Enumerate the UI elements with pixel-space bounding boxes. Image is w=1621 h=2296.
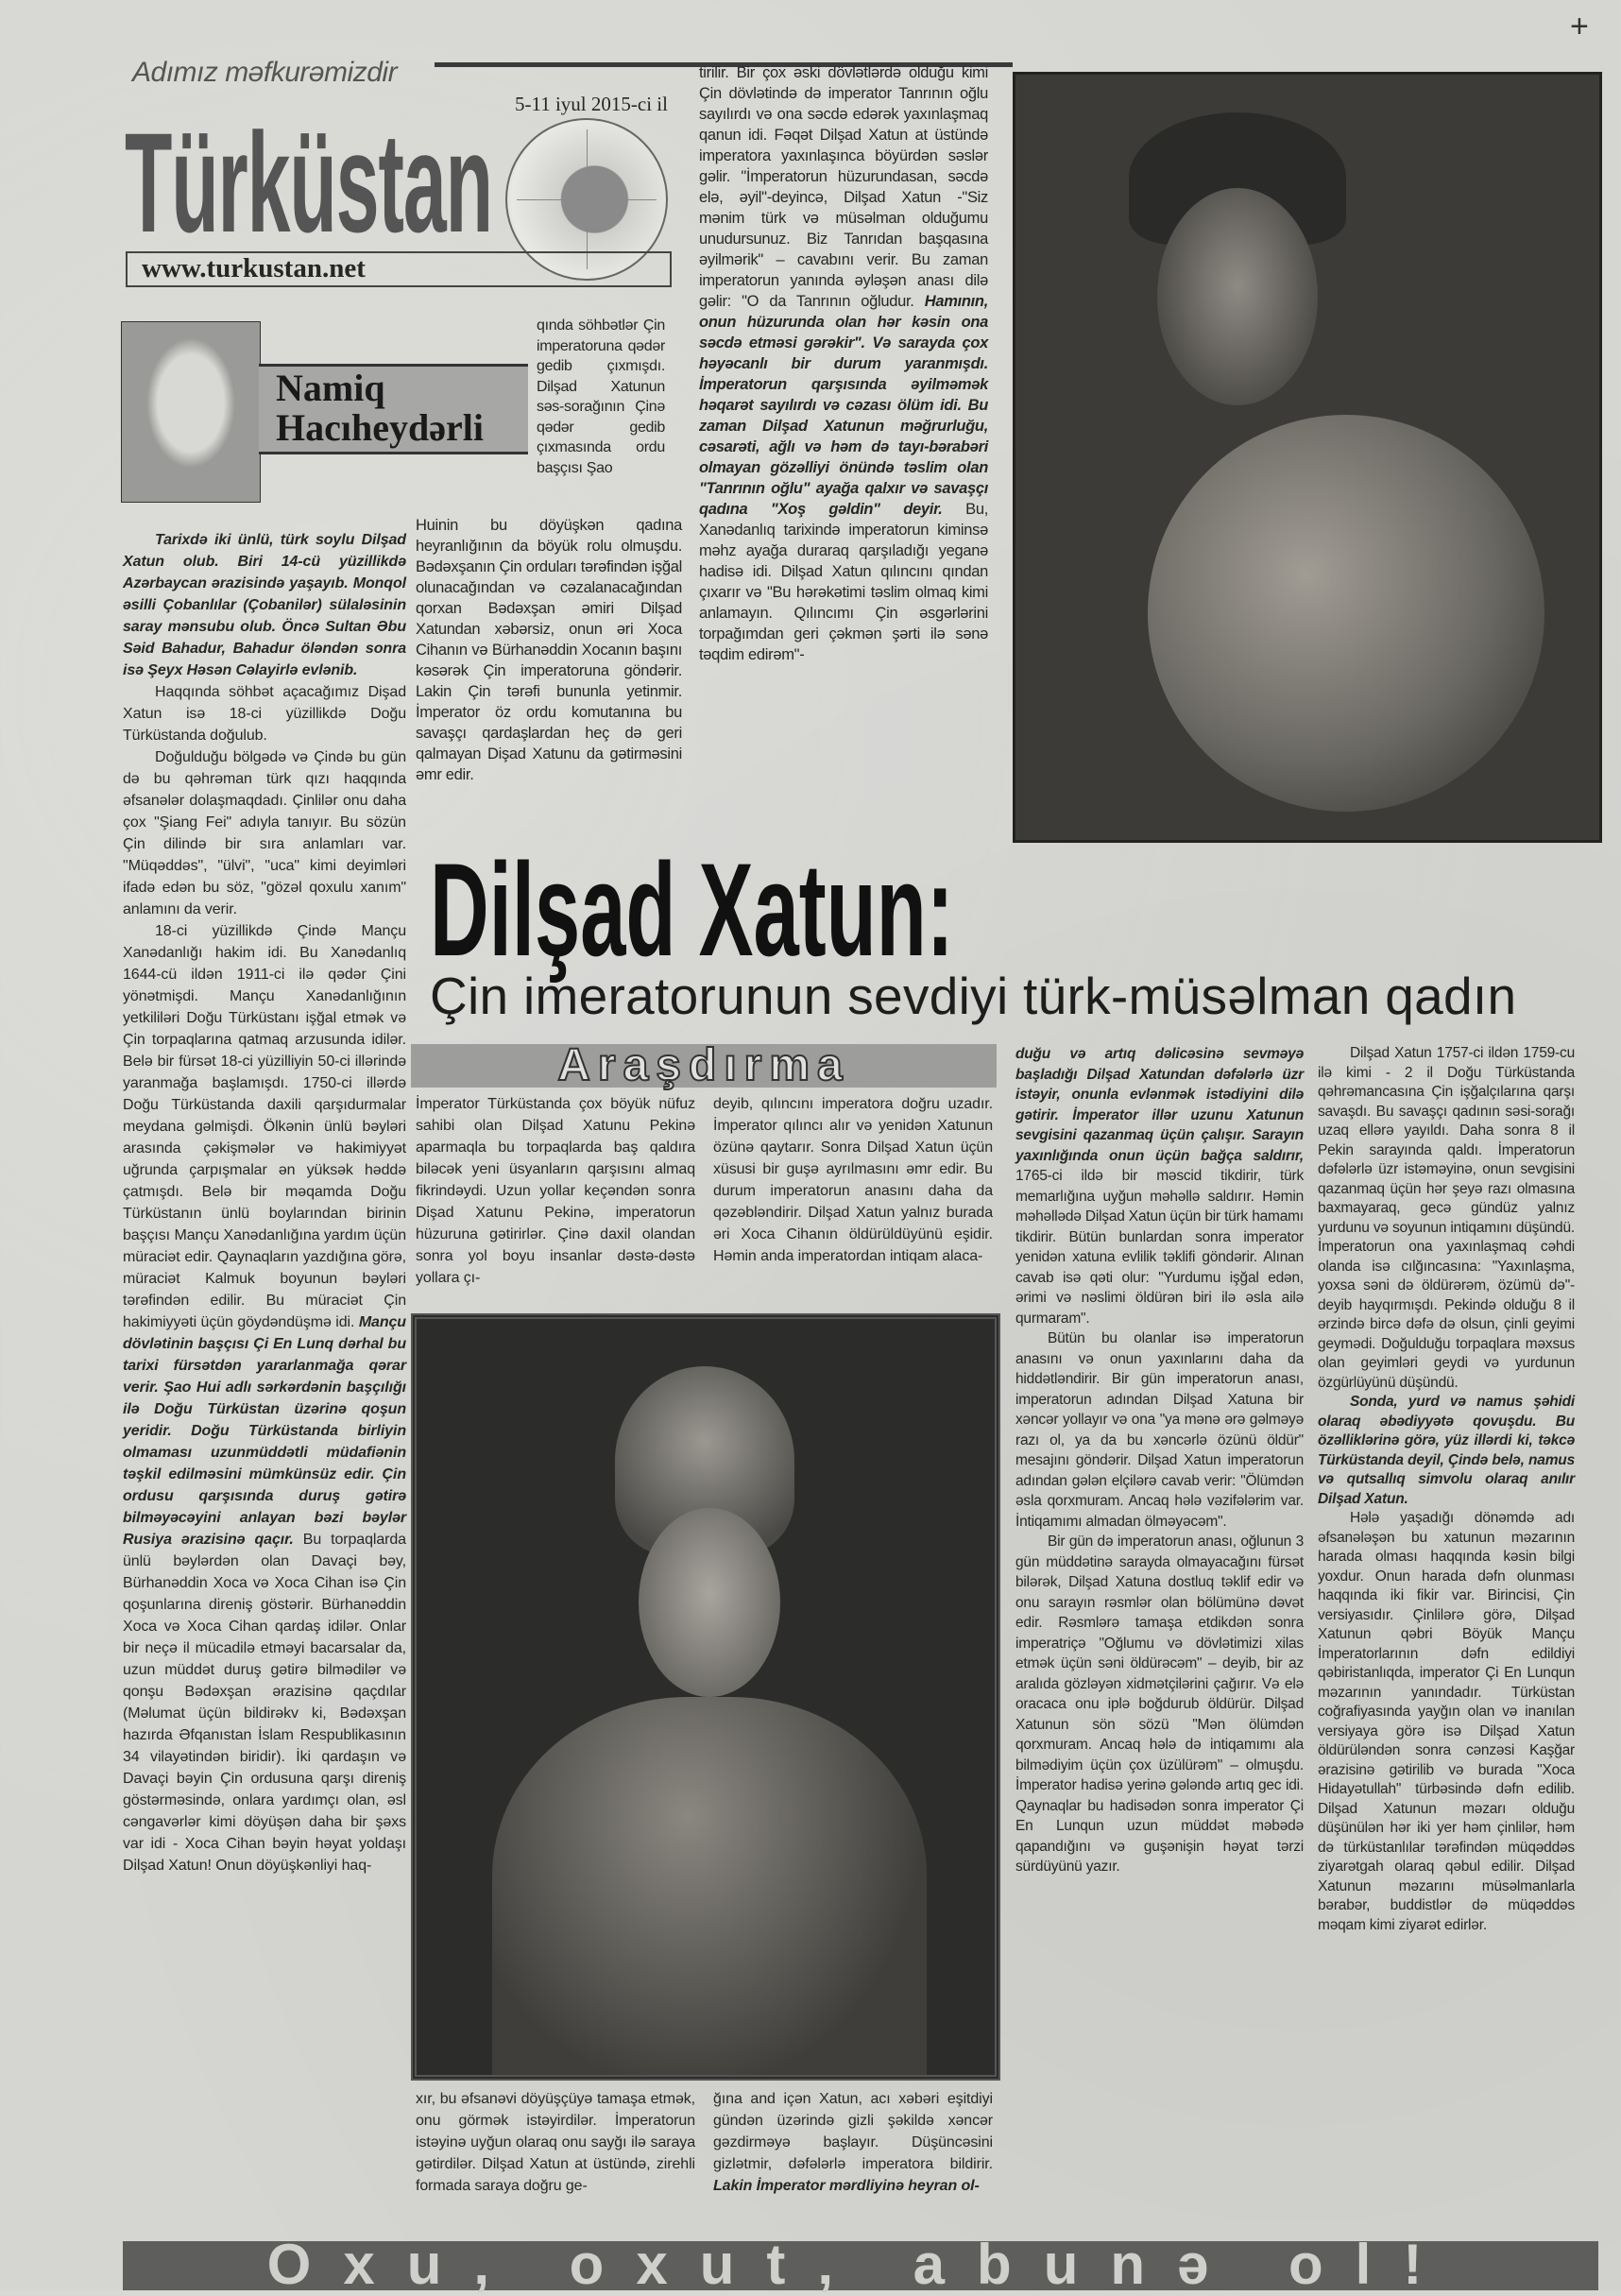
article-column-bottom-left: [416, 2088, 695, 2197]
article-paragraph: [123, 529, 406, 681]
author-last-name: Hacıheydərli: [276, 406, 484, 449]
article-paragraph: [416, 1093, 695, 1289]
article-column-mid: [416, 515, 682, 785]
author-photo: [121, 321, 261, 503]
masthead-slogan: Adımız məfkurəmizdir: [132, 57, 398, 88]
article-paragraph: [416, 515, 682, 785]
body-text: 18-ci yüzillikdə Çində Mançu Xanədanlığı hakim idi. Bu Xanədanlıq 1644-cü ildən 1911-ci ilə qədər Çini yönətmişdi. Mançu Xanədanlığının yetkililəri Doğu Türküstanı işğal etmək və Çin torpaqlarına qatmaq arzusunda idilər. Belə bir fürsət 18-ci yüzilliyin 50-ci illərində yaranmağa başlamışdı. 1750-ci illərdə Doğu Türküstanda daxili qarşıdurmalar meydana gəlmişdi. Ölkənin ünlü bəyləri arasında çəkişmələr və hakimiyyət uğrunda çarpışmalar ən yüksək həddə çatmışdı. Belə bir məqamda Doğu Türküstanın ünlü boylarından birinin başçısı Mançu Xanədanlığına yardım üçün müraciət edir. Qaynaqların yazdığına görə, müraciət Kalmuk boyunun bəyləri tərəfindən edilir. Bu müraciət Çin hakimiyyəti üçün göydəndüşmə idi.: [123, 923, 406, 1330]
article-paragraph: [1015, 1044, 1304, 1328]
emphasized-text: Lakin İmperator mərdliyinə heyran ol-: [713, 2178, 980, 2194]
body-text: Haqqında söhbət açacağımız Dişad Xatun isə 18-ci yüzillikdə Doğu Türküstanda doğulub.: [123, 684, 406, 744]
body-text: Bir gün də imperatorun anası, oğlunun 3 gün müddətinə sarayda olmayacağını fürsət bilərək, Dilşad Xatuna dostluq təklif edir və onu sarayın rəsmlər olan bölümünə dəvət edir. Rəsmlərə tamaşa etdikdən sonra imperatriçə "Oğlumu və dövlətimizi xilas etmək üçün səni öldürəcəm" – deyib, bir az aralıda gözləyən xidmətçilərini çağırır. Və elə oracaca onu iplə boğdurub öldürür. Dilşad Xatunun sön sözü "Mən ölümdən qorxmuram. Ancaq hələ də intiqamımı ala bilmədiyim üçün çox üzülürəm" – olmuşdu. İmperator hadisə yerinə gələndə artıq gec idi. Qaynaqlar bu hadisədən sonra imperator Çi En Lunqun uzun müddət məbədə qapandığını və guşənişin həyat tərzi sürdüyünü yazır.: [1015, 1534, 1304, 1875]
body-text: deyib, qılıncını imperatora doğru uzadır. İmperator qılıncı alır və yenidən Xatunun özünə qaytarır. Sonra Dilşad Xatun üçün xüsusi bir guşə ayrılmasını əmr edir. Bu durum imperatorun anasını daha da qəzəbləndirir. Dilşad Xatun yalnız burada əri Xoca Cihanın öldürüldüyünü eşidir. Həmin anda imperatordan intiqam alaca-: [713, 1096, 993, 1264]
headline: Dilşad Xatun:: [430, 835, 954, 984]
newspaper-title: Türküstan: [125, 103, 492, 262]
body-text: Huinin bu döyüşkən qadına heyranlığının da böyük rolu olmuşdu. Bədəxşanın Çin orduları tərəfindən işğal olunacağından və cəzalanacağından qorxan Bədəxşan əmiri Dilşad Xatundan xəbərsiz, onun əri Xoca Cihanın və Bürhanəddin Xocanın başını kəsərək Çin imperatoruna göndərir. Lakin Çin tərəfi bununla yetinmir. İmperator öz ordu komutanına bu savaşçı qardaşlardan heç də geri qalmayan Dişad Xatunu da gətirməsini əmr edir.: [416, 517, 682, 783]
article-paragraph: [416, 2088, 695, 2197]
article-column-top: [699, 62, 988, 665]
article-paragraph: [1318, 1509, 1575, 1935]
article-column-right-a: [1015, 1044, 1304, 1877]
article-column-under-left: [416, 1093, 695, 1289]
article-column-bottom-right: [713, 2088, 993, 2197]
article-paragraph: [1015, 1532, 1304, 1877]
article-paragraph: [1318, 1393, 1575, 1509]
article-paragraph: [123, 920, 406, 1876]
article-paragraph: [123, 746, 406, 920]
website-url: www.turkustan.net: [142, 253, 366, 283]
body-text: Dilşad Xatun 1757-ci ildən 1759-cu ilə kimi - 2 il Doğu Türküstanda qəhrəmancasına Çin işğalçılarına qarşı savaşdı. Bu savaşçı qadının səsi-sorağı uzaq ellərə yayıldı. Daha sonra 8 il Pekin sarayında qaldı. İmperatorun dəfələrlə üzr istəməyinə, onun sevgisini qazanmaq üçün hər şeyə razı olmasına baxmayaraq, gecə gündüz yalnız yurdunu və soyunun intiqamını düşündü. İmperatorun ona yaxınlaşmaq cəhdi olanda isə cılğıncasına: "Yaxınlaşma, yoxsa səni də öldürərəm, özümü də"- deyib hayqırmışdı. Pekində olduğu 8 il ərzində bircə dəfə də olsun, çinli geyimi geymədi. Doğulduğu torpaqlara məxsus olan geyimləri geydi və yurdunun özgürlüyünü düşündü.: [1318, 1045, 1575, 1391]
subheadline: Çin imeratorunun sevdiyi türk-müsəlman qadın: [430, 967, 1517, 1025]
emphasized-text: Sonda, yurd və namus şəhidi olaraq əbədiyyətə qovuşdu. Bu özəlliklərinə görə, yüz illərdi ki, təkcə Türküstanda deyil, Çində belə, namus və qutsallıq simvolu olaraq anılır Dilşad Xatun.: [1318, 1394, 1575, 1507]
body-text: Bu torpaqlarda ünlü bəylərdən olan Davaçi bəy, Bürhanəddin Xoca və Xoca Cihan isə Çin qoşunlarına direniş göstərir. Bürhanəddin Xoca və Xoca Cihan qardaş idilər. Onlar bir neçə il mücadilə etməyi bacarsalar da, uzun müddət duruş gətirə bilmədilər və qonşu Bədəxşan ərazisinə qaçdılar (Məlumat üçün bildirəkv ki, Bədəxşan hazırda Əfqanıstan İslam Respublikasının 34 vilayətindən biridir). İki qardaşın və Davaçi bəyin Çin ordusuna qarşı direniş göstərməsində, onlara yardımçı olan, əsl cəngavərlər kimi döyüşən daha bir şəxs var idi - Xoca Cihan bəyin həyat yoldaşı Dilşad Xatun! Onun döyüşkənliyi haq-: [123, 1532, 406, 1874]
article-paragraph: [123, 681, 406, 746]
article-column-right-b: [1318, 1044, 1575, 1935]
article-column-lead: [123, 529, 406, 1876]
subscribe-banner-text: Oxu, oxut, abunə ol!: [266, 2233, 1455, 2296]
portrait-painting-warrior-with-shield: [1013, 72, 1602, 843]
body-text: tirilir. Bir çox əski dövlətlərdə olduğu kimi Çin dövlətində də imperator Tanrının oğlu sayılırdı və ona səcdə edərək yaxınlaşmaq qanun idi. Fəqət Dilşad Xatun at üstündə imperatora yaxınlaşınca böyürdən səslər gəlir. "İmperatorun hüzurundasan, səcdə elə, əyil"-deyincə, Dilşad Xatun -"Siz mənim türk və müsəlman olduğumu unudursunuz. Biz Tanrıdan başqasına əyilmərik" – cavabını verir. Bu zaman imperatorun yanında əyləşən anası dilə gəlir: "O da Tanrının oğludur.: [699, 64, 988, 310]
body-text: 1765-ci ildə bir məscid tikdirir, türk memarlığına uyğun məhəllə saldırır. Həmin məhəllədə Dilşad Xatun üçün bir türk hamamı tikdirir. Bütün bunlardan sonra imperator yenidən xatuna evlilik təklifi göndərir. Alınan cavab isə qəti olur: "Yurdumu işğal edən, ərimi və nəslimi öldürən biri ilə əsla ailə qurmaram".: [1015, 1168, 1305, 1327]
portrait-painting-armored-warrior: [411, 1313, 1000, 2081]
article-paragraph: [1318, 1044, 1575, 1393]
article-paragraph: [713, 2088, 993, 2197]
emphasized-text: duğu və artıq dəlicəsinə sevməyə başladığı Dilşad Xatundan dəfələrlə üzr istəyir, onunla evlənmək istədiyini dilə gətirir. İmperator illər uzunu Xatunun sevgisini qazanmaq üçün çalışır. Sarayın yaxınlığında onun üçün bağça saldırır,: [1015, 1046, 1304, 1164]
body-text: qında söhbətlər Çin imperatoruna qədər gedib çıxmışdı. Dilşad Xatunun səs-sorağının Çinə qədər gedib çıxmasında ordu başçısı Şao: [537, 317, 665, 476]
article-paragraph: [537, 316, 665, 478]
author-first-name: Namiq: [276, 367, 385, 409]
emphasized-text: Mançu dövlətinin başçısı Çi En Lunq dərhal bu tarixi fürsətdən yararlanmağa qərar verir. Şao Hui adlı sərkərdənin başçılığı ilə Doğu Türküstan üzərinə qoşun yeridir. Doğu Türküstanda birliyin olmaması uzunmüddətli müdafiənin təşkil edilməsini mümkünsüz edir. Çin ordusu qarşısında duruş gətirə bilməyəcəyini anlayan bəzi bəylər Rusiya ərazisinə qaçır.: [123, 1314, 406, 1548]
article-paragraph: [1015, 1328, 1304, 1532]
emphasized-text: Hamının, onun hüzurunda olan hər kəsin ona səcdə etməsi gərəkir". Və sarayda çox həyəcanlı bir durum yaranmışdı. İmperatorun qarşısında əyilməmək həqarət sayılırdı və cəzası ölüm idi. Bu zaman Dilşad Xatunun məğrurluğu, cəsarəti, ağlı və həm də tayı-bərabəri olmayan gözəlliyi önündə təslim olan "Tanrının oğlu" ayağa qalxır və savaşçı qadına "Xoş gəldin" deyir.: [699, 293, 988, 518]
body-text: xır, bu əfsanəvi döyüşçüyə tamaşa etmək, onu görmək istəyirdilər. İmperatorun istəyinə uyğun olaraq onu sayğı ilə saraya gətirdilər. Dilşad Xatun at üstündə, zirehli formada saraya doğru ge-: [416, 2091, 695, 2194]
registration-mark-icon: +: [1570, 9, 1589, 44]
article-column-under-right: [713, 1093, 993, 1267]
body-text: Doğulduğu bölgədə və Çində bu gün də bu qəhrəman türk qızı haqqında əfsanələr dolaşmaqdadı. Çinlilər onu daha çox "Şiang Fei" adıyla tanıyır. Bu sözün Çin dilində bir sıra anlamları var. "Müqəddəs", "ülvi", "uca" kimi deyimləri ifadə edən bu söz, "gözəl qoxulu xanım" anlamını da verir.: [123, 749, 406, 917]
emphasized-text: Tarixdə iki ünlü, türk soylu Dilşad Xatun olub. Biri 14-cü yüzillikdə Azərbaycan ərazisində yaşayıb. Monqol əsilli Çobanlılar (Çobanilər) sülaləsinin saray mənsubu olub. Öncə Sultan Əbu Səid Bahadur, Bahadur öləndən sonra isə Şeyx Həsən Cəlayirlə evlənib.: [123, 532, 406, 678]
body-text: İmperator Türküstanda çox böyük nüfuz sahibi olan Dilşad Xatunu Pekinə aparmaqla bu torpaqlarda baş qaldıra biləcək yeni üsyanların qarşısını almaq fikrindəydi. Uzun yollar keçəndən sonra Dişad Xatunu Pekinə, imperatorun hüzuruna gətirirlər. Çinə daxil olandan sonra yol boyu insanlar dəstə-dəstə yollara çı-: [416, 1096, 695, 1286]
body-text: Bütün bu olanlar isə imperatorun anasını və onun yaxınlarını daha da hiddətləndirir. Bir gün imperatorun anası, imperatorun adından Dilşad Xatuna bir xəncər yollayır və ona "ya mənə ərə gəlməyə razı ol, ya da bu xəncərlə özünü öldür" mesajını göndərir. Dilşad Xatun imperatorun adından gələn elçilərə cavab verir: "Ölümdən əsla qorxmuram. Ancaq hələ vəzifələrim var. İntiqamımı almadan ölməyəcəm".: [1015, 1330, 1304, 1530]
body-text: Hələ yaşadığı dönəmdə adı əfsanələşən bu xatunun məzarının harada olması haqqında kəsin bilgi yoxdur. Onun harada dəfn olunması haqqında iki fikir var. Birincisi, Çin versiyasıdır. Çinlilərə görə, Dilşad Xatunun qəbri Böyük Mançu İmperatorlarının dəfn edildiyi qəbiristanlıqda, imperator Çi En Lunqun məzarının yanındadır. Türküstan coğrafiyasında yayğın olan və inanılan versiyaya görə isə Dilşad Xatun öldürüləndən sonra cənzəsi Kaşğar ərazisinə gətirilib və burada "Xoca Hidayətullah" türbəsində dəfn edilib. Dilşad Xatunun məzarı olduğu düşünülən hər iki yer həm çinlilər, həm də türküstanlılar tərəfindən müqəddəs ziyarətgah olaraq qəbul edilir. Dilşad Xatunun məzarını müsəlmanlarla bərabər, buddistlər də müqəddəs məqam kimi ziyarət edirlər.: [1318, 1510, 1575, 1933]
issue-date: 5-11 iyul 2015-ci il: [515, 93, 668, 115]
article-paragraph: [699, 62, 988, 665]
body-text: ğına and içən Xatun, acı xəbəri eşitdiyi gündən üzərində gizli şəkildə xəncər gəzdirməyə başlayır. Düşüncəsini gizlətmir, dəfələrlə imperatora bildirir.: [713, 2091, 993, 2172]
article-paragraph: [713, 1093, 993, 1267]
section-label: Araşdırma: [557, 1040, 850, 1090]
article-column-narrow: [537, 316, 665, 478]
body-text: Bu, Xanədanlıq tarixində imperatorun kiminsə məhz ayağa duraraq qarşıladığı yeganə hadisə idi. Dilşad Xatun qılıncını qından çıxarır və "Bu hərəkətimi təslim olmaq kimi anlamayın. Qılıncımı Çin əsgərlərini torpağımdan geri çəkmən şərti ilə sənə təqdim edirəm"-: [699, 501, 988, 663]
